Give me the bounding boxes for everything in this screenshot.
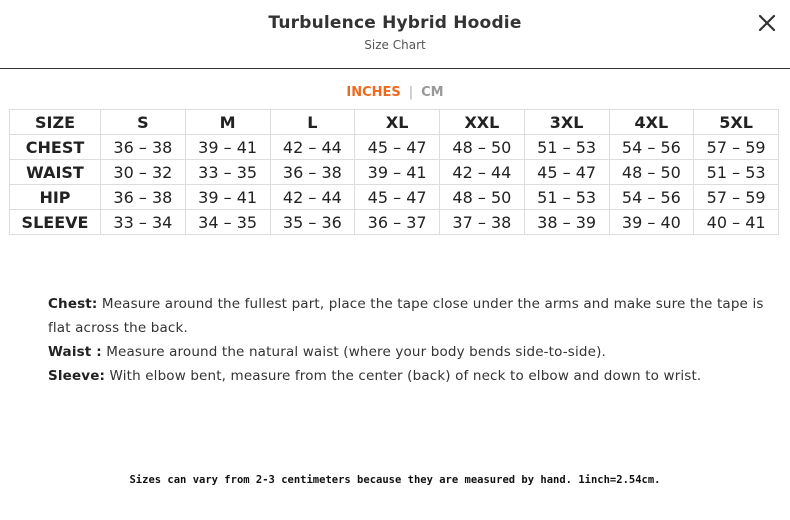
waist-note (48, 340, 778, 364)
chest-note-label: Chest: (48, 296, 98, 312)
table-cell: 48 – 50 (609, 160, 694, 185)
column-header: 4XL (609, 110, 694, 135)
table-cell: 42 – 44 (440, 160, 525, 185)
table-cell: 39 – 41 (355, 160, 440, 185)
row-label: WAIST (10, 160, 101, 185)
modal-header (0, 0, 790, 69)
table-cell: 36 – 38 (101, 185, 186, 210)
column-header: L (270, 110, 355, 135)
table-cell: 54 – 56 (609, 135, 694, 160)
table-cell: 40 – 41 (694, 210, 779, 235)
table-row (10, 210, 779, 235)
waist-note-label: Waist : (48, 344, 102, 360)
table-cell: 36 – 37 (355, 210, 440, 235)
table-cell: 57 – 59 (694, 135, 779, 160)
table-cell: 33 – 34 (101, 210, 186, 235)
table-cell: 42 – 44 (270, 135, 355, 160)
table-cell: 39 – 40 (609, 210, 694, 235)
table-cell: 51 – 53 (694, 160, 779, 185)
table-cell: 42 – 44 (270, 185, 355, 210)
table-cell: 48 – 50 (440, 135, 525, 160)
table-cell: 37 – 38 (440, 210, 525, 235)
column-header: S (101, 110, 186, 135)
column-header: M (185, 110, 270, 135)
table-header-row (10, 110, 779, 135)
column-header: XL (355, 110, 440, 135)
chest-note-text: Measure around the fullest part, place the tape close under the arms and make sure the tape is flat across the back. (48, 296, 764, 336)
footer-disclaimer: Sizes can vary from 2-3 centimeters because they are measured by hand. 1inch=2.54cm. (129, 474, 661, 486)
row-label: SLEEVE (10, 210, 101, 235)
sleeve-note-label: Sleeve: (48, 368, 106, 384)
table-cell: 36 – 38 (270, 160, 355, 185)
table-cell: 45 – 47 (355, 185, 440, 210)
unit-inches-tab[interactable]: INCHES (346, 85, 401, 100)
close-icon (756, 10, 778, 36)
unit-separator: | (408, 85, 414, 100)
chest-note (48, 292, 778, 340)
table-cell: 51 – 53 (524, 185, 609, 210)
size-chart-table (9, 109, 779, 235)
table-row (10, 160, 779, 185)
unit-toggle (0, 85, 790, 100)
column-header: SIZE (10, 110, 101, 135)
table-cell: 48 – 50 (440, 185, 525, 210)
table-cell: 54 – 56 (609, 185, 694, 210)
table-cell: 38 – 39 (524, 210, 609, 235)
table-row (10, 185, 779, 210)
column-header: 5XL (694, 110, 779, 135)
sleeve-note (48, 364, 778, 388)
page-subtitle: Size Chart (364, 38, 426, 52)
table-cell: 45 – 47 (524, 160, 609, 185)
table-cell: 35 – 36 (270, 210, 355, 235)
table-cell: 34 – 35 (185, 210, 270, 235)
table-cell: 39 – 41 (185, 185, 270, 210)
table-cell: 39 – 41 (185, 135, 270, 160)
table-cell: 33 – 35 (185, 160, 270, 185)
row-label: CHEST (10, 135, 101, 160)
table-cell: 30 – 32 (101, 160, 186, 185)
page-title: Turbulence Hybrid Hoodie (268, 13, 522, 33)
waist-note-text: Measure around the natural waist (where your body bends side-to-side). (101, 344, 606, 360)
measurement-notes (48, 292, 778, 388)
sleeve-note-text: With elbow bent, measure from the center (back) of neck to elbow and down to wrist. (105, 368, 702, 384)
column-header: XXL (440, 110, 525, 135)
column-header: 3XL (524, 110, 609, 135)
table-cell: 51 – 53 (524, 135, 609, 160)
table-row (10, 135, 779, 160)
close-button[interactable] (756, 10, 778, 36)
row-label: HIP (10, 185, 101, 210)
table-cell: 45 – 47 (355, 135, 440, 160)
unit-cm-tab[interactable]: CM (421, 85, 444, 100)
table-cell: 36 – 38 (101, 135, 186, 160)
table-cell: 57 – 59 (694, 185, 779, 210)
